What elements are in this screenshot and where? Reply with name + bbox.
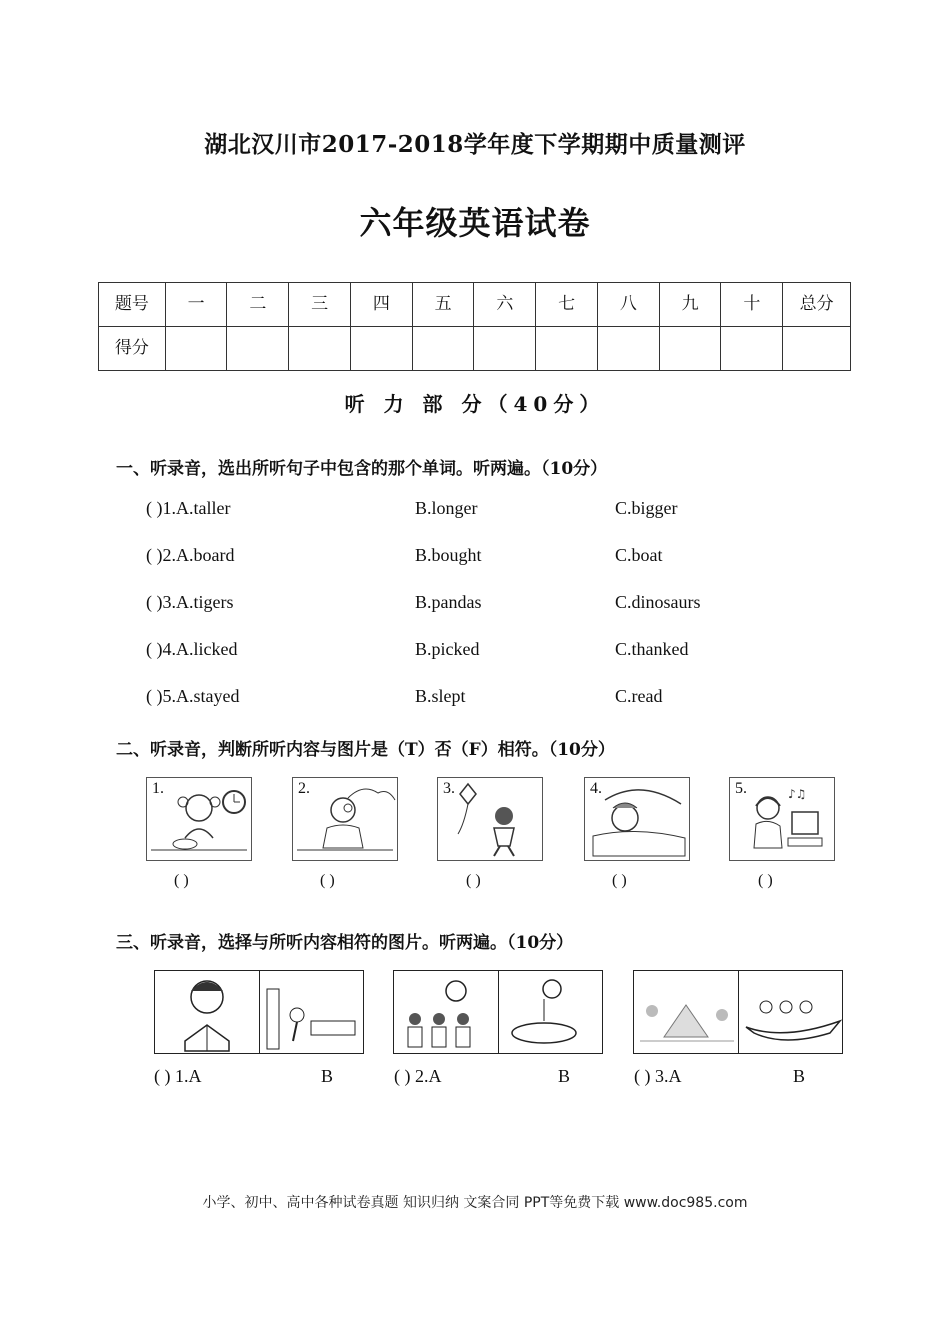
question-3-option-b[interactable]: B.pandas [415,592,482,612]
score-table [98,282,851,371]
question-3-option-a[interactable]: ( )3.A.tigers [146,592,234,612]
picture-number: 1. [152,780,164,797]
exam-title: 湖北汉川市2017-2018学年度下学期期中质量测评 [204,131,746,158]
picture-number: 3. [443,780,455,797]
question-1-option-b[interactable]: B.longer [415,498,478,518]
table-cell: 总分 [783,283,851,327]
table-cell: 四 [350,283,412,327]
table-cell: 一 [165,283,227,327]
svg-text:♪♫: ♪♫ [788,787,807,801]
answer-blank-1[interactable]: ( ) [174,872,189,889]
table-cell: 八 [597,283,659,327]
question-4-option-c[interactable]: C.thanked [615,639,689,659]
score-cell[interactable] [289,327,351,371]
answer-blank-2[interactable]: ( ) [320,872,335,889]
question-5-option-b[interactable]: B.slept [415,686,466,706]
table-cell: 五 [412,283,474,327]
score-table-header-row [99,283,851,327]
question-5-option-a[interactable]: ( )5.A.stayed [146,686,240,706]
score-cell[interactable] [412,327,474,371]
picture-pair-1 [154,970,364,1054]
table-cell: 六 [474,283,536,327]
choice-label-2a[interactable]: ( ) 2.A [394,1066,442,1086]
table-cell: 三 [289,283,351,327]
picture-3 [437,777,543,861]
question-4-option-b[interactable]: B.picked [415,639,480,659]
girl-watering-flowers-and-girl-washing-icon [394,971,604,1055]
picture-number: 2. [298,780,310,797]
score-table-score-row [99,327,851,371]
answer-blank-4[interactable]: ( ) [612,872,627,889]
score-cell[interactable] [783,327,851,371]
question-4-option-a[interactable]: ( )4.A.licked [146,639,238,659]
answer-blank-5[interactable]: ( ) [758,872,773,889]
table-cell: 二 [227,283,289,327]
choice-label-1a[interactable]: ( ) 1.A [154,1066,202,1086]
section3-heading: 三、听录音，选择与所听内容相符的图片。听两遍。（10分） [116,933,574,953]
table-cell: 七 [536,283,598,327]
question-2-option-c[interactable]: C.boat [615,545,663,565]
choice-label-1b[interactable]: B [321,1066,334,1086]
question-2-option-b[interactable]: B.bought [415,545,482,565]
question-1-option-c[interactable]: C.bigger [615,498,678,518]
picture-number: 4. [590,780,602,797]
score-cell[interactable] [597,327,659,371]
choice-label-3a[interactable]: ( ) 3.A [634,1066,682,1086]
picture-pair-3 [633,970,843,1054]
listening-section-title: 听 力 部 分（40分） [344,392,606,416]
question-1-option-a[interactable]: ( )1.A.taller [146,498,231,518]
camping-and-boating-icon [634,971,844,1055]
section2-heading: 二、听录音，判断所听内容与图片是（T）否（F）相符。（10分） [116,740,615,760]
picture-pair-2 [393,970,603,1054]
footer-text: 小学、初中、高中各种试卷真题 知识归纳 文案合同 PPT等免费下载 www.doc985.com [202,1195,748,1211]
score-cell[interactable] [721,327,783,371]
picture-4 [584,777,690,861]
picture-5 [729,777,835,861]
answer-blank-3[interactable]: ( ) [466,872,481,889]
table-cell: 十 [721,283,783,327]
picture-number: 5. [735,780,747,797]
score-cell[interactable] [227,327,289,371]
score-cell[interactable] [659,327,721,371]
table-cell: 得分 [99,327,166,371]
question-2-option-a[interactable]: ( )2.A.board [146,545,235,565]
table-cell: 题号 [99,283,166,327]
question-5-option-c[interactable]: C.read [615,686,663,706]
score-cell[interactable] [536,327,598,371]
table-cell: 九 [659,283,721,327]
picture-2 [292,777,398,861]
choice-label-3b[interactable]: B [793,1066,806,1086]
exam-subtitle: 六年级英语试卷 [359,204,591,242]
question-3-option-c[interactable]: C.dinosaurs [615,592,701,612]
section1-heading: 一、听录音，选出所听句子中包含的那个单词。听两遍。（10分） [116,459,608,479]
picture-1 [146,777,252,861]
score-cell[interactable] [350,327,412,371]
choice-label-2b[interactable]: B [558,1066,571,1086]
score-cell[interactable] [165,327,227,371]
boy-reading-and-boy-running-icon [155,971,365,1055]
score-cell[interactable] [474,327,536,371]
